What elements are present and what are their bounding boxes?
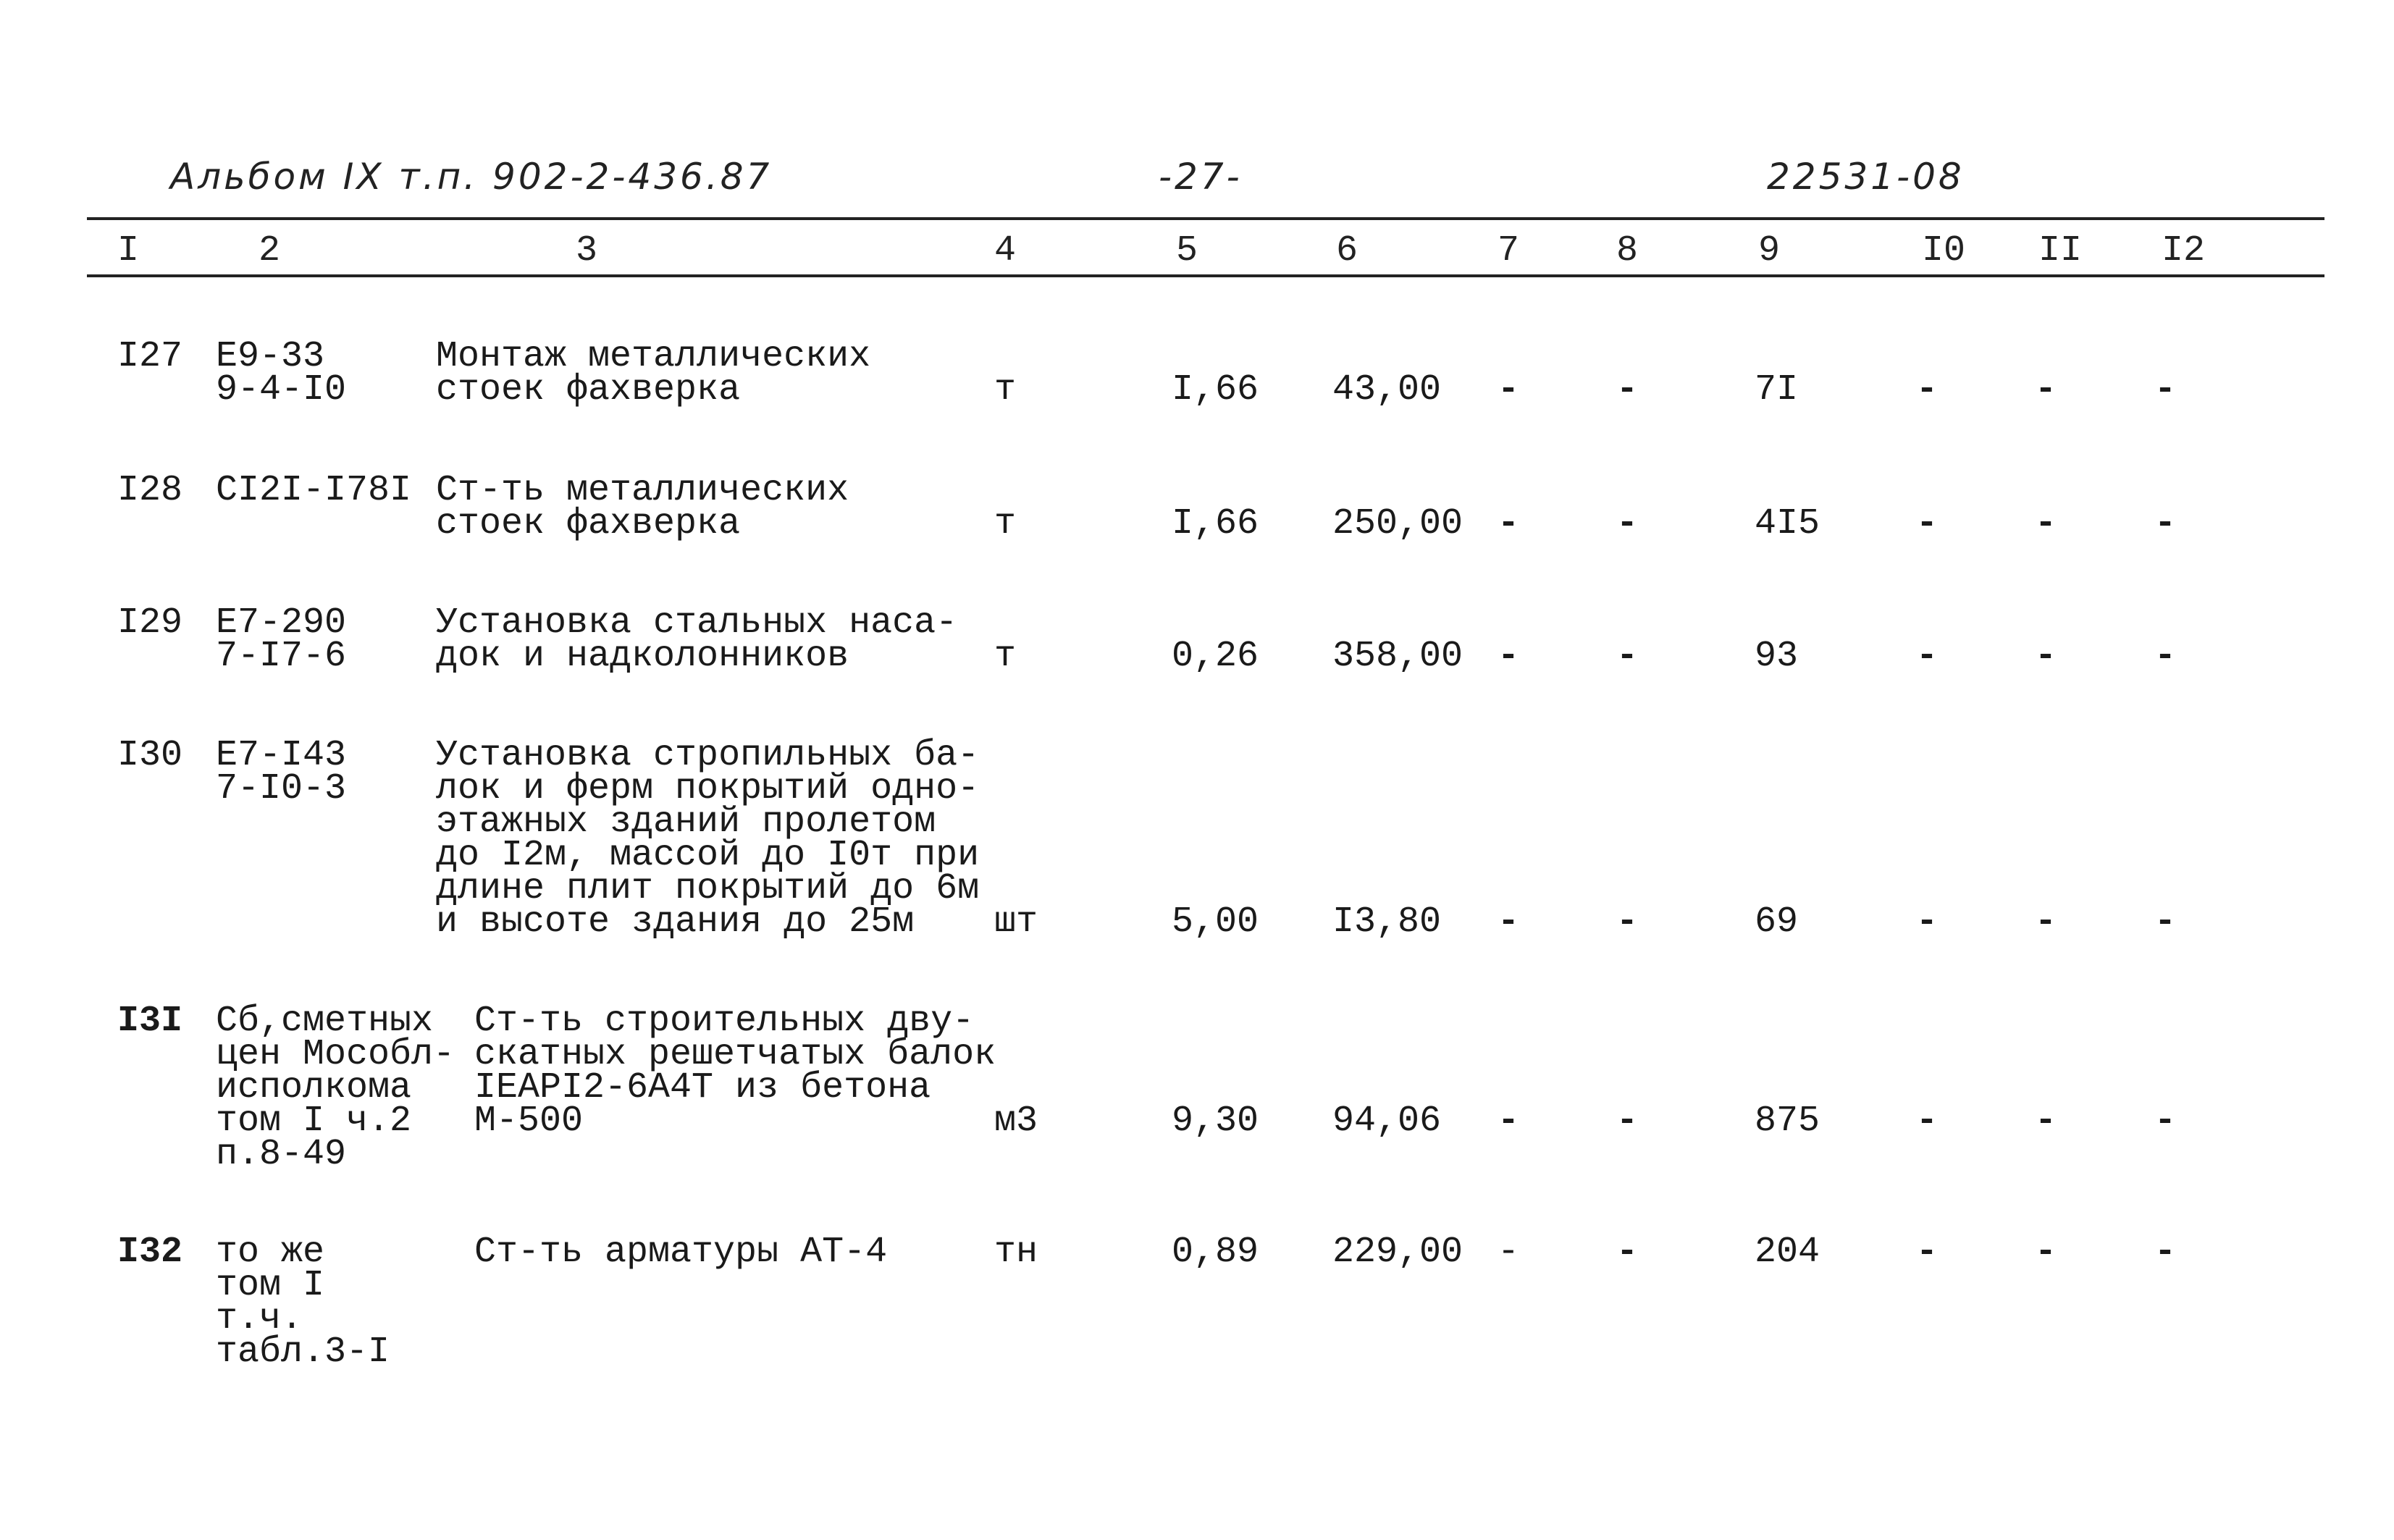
row-col9: 69	[1755, 901, 1799, 943]
row-code: Сб,сметных цен Мособл- исполкома том I ч.2 п.8-49	[216, 1001, 455, 1175]
row-col11: -	[2035, 1101, 2057, 1142]
column-header-1: I	[117, 230, 140, 272]
row-quantity: 9,30	[1172, 1101, 1259, 1142]
row-price: 43,00	[1332, 369, 1442, 411]
row-price: 358,00	[1332, 636, 1463, 677]
row-name: Ст-ть арматуры АТ-4	[474, 1232, 888, 1273]
column-header-11: II	[2038, 230, 2083, 272]
row-col8: -	[1616, 636, 1639, 677]
row-col7: -	[1498, 636, 1520, 677]
column-header-3: 3	[576, 230, 598, 272]
row-number: I3I	[117, 1001, 183, 1042]
row-col9: 204	[1755, 1232, 1820, 1273]
row-col9: 7I	[1755, 369, 1799, 411]
row-name: Монтаж металлических стоек фахверка	[436, 336, 871, 411]
row-quantity: I,66	[1172, 369, 1259, 411]
column-header-rule	[87, 274, 2324, 277]
column-header-8: 8	[1616, 230, 1639, 272]
row-price: 250,00	[1332, 503, 1463, 544]
row-number: I28	[117, 470, 183, 511]
row-quantity: 0,26	[1172, 636, 1259, 677]
row-col9: 4I5	[1755, 503, 1820, 544]
row-code: CI2I-I78I	[216, 470, 412, 511]
row-number: I30	[117, 735, 183, 776]
row-number: I27	[117, 336, 183, 377]
row-col11: -	[2035, 1232, 2057, 1273]
row-price: 94,06	[1332, 1101, 1442, 1142]
row-col10: -	[1916, 369, 1939, 411]
row-name: Ст-ть металлических стоек фахверка	[436, 470, 849, 544]
row-unit: тн	[994, 1232, 1038, 1273]
row-code: то же том I т.ч. табл.3-I	[216, 1232, 390, 1373]
row-number: I32	[117, 1232, 183, 1273]
row-col12: -	[2154, 636, 2177, 677]
row-col8: -	[1616, 1232, 1639, 1273]
row-unit: шт	[994, 901, 1038, 943]
row-col7: -	[1498, 901, 1520, 943]
row-quantity: 0,89	[1172, 1232, 1259, 1273]
page-number: -27-	[1159, 156, 1243, 198]
document-code: 22531-08	[1767, 156, 1965, 198]
column-header-10: I0	[1922, 230, 1966, 272]
row-col7: -	[1498, 1232, 1520, 1273]
column-header-2: 2	[259, 230, 281, 272]
row-col12: -	[2154, 369, 2177, 411]
row-col7: -	[1498, 503, 1520, 544]
album-reference: Альбом IX т.п. 902-2-436.87	[170, 156, 773, 198]
row-col11: -	[2035, 369, 2057, 411]
row-col11: -	[2035, 636, 2057, 677]
row-col11: -	[2035, 503, 2057, 544]
header-rule	[87, 217, 2324, 220]
column-header-9: 9	[1758, 230, 1781, 272]
row-unit: т	[994, 636, 1017, 677]
row-col12: -	[2154, 503, 2177, 544]
row-col9: 93	[1755, 636, 1799, 677]
column-header-7: 7	[1498, 230, 1520, 272]
row-col8: -	[1616, 503, 1639, 544]
row-col10: -	[1916, 1232, 1939, 1273]
row-code: E9-33 9-4-I0	[216, 336, 347, 411]
row-price: 229,00	[1332, 1232, 1463, 1273]
row-unit: т	[994, 369, 1017, 411]
row-name: Установка стропильных ба- лок и ферм покрытий одно- этажных зданий пролетом до I2м, массой до I0т при длине плит покрытий до 6м и высоте здания до 25м	[436, 735, 980, 943]
column-header-6: 6	[1336, 230, 1358, 272]
column-header-12: I2	[2162, 230, 2206, 272]
row-name: Установка стальных наса- док и надколонников	[436, 602, 958, 677]
row-unit: т	[994, 503, 1017, 544]
row-col12: -	[2154, 901, 2177, 943]
row-col11: -	[2035, 901, 2057, 943]
row-col10: -	[1916, 901, 1939, 943]
row-number: I29	[117, 602, 183, 644]
row-quantity: I,66	[1172, 503, 1259, 544]
row-price: I3,80	[1332, 901, 1442, 943]
row-col8: -	[1616, 1101, 1639, 1142]
row-code: E7-290 7-I7-6	[216, 602, 347, 677]
row-col8: -	[1616, 901, 1639, 943]
row-col7: -	[1498, 369, 1520, 411]
row-col12: -	[2154, 1232, 2177, 1273]
row-col8: -	[1616, 369, 1639, 411]
row-code: E7-I43 7-I0-3	[216, 735, 347, 809]
row-col9: 875	[1755, 1101, 1820, 1142]
row-name: Ст-ть строительных дву- скатных решетчатых балок IEAPI2-6A4T из бетона М-500	[474, 1001, 996, 1142]
row-col10: -	[1916, 1101, 1939, 1142]
row-col10: -	[1916, 503, 1939, 544]
column-header-4: 4	[994, 230, 1017, 272]
row-col7: -	[1498, 1101, 1520, 1142]
row-quantity: 5,00	[1172, 901, 1259, 943]
row-col10: -	[1916, 636, 1939, 677]
column-header-5: 5	[1176, 230, 1198, 272]
row-col12: -	[2154, 1101, 2177, 1142]
row-unit: м3	[994, 1101, 1038, 1142]
